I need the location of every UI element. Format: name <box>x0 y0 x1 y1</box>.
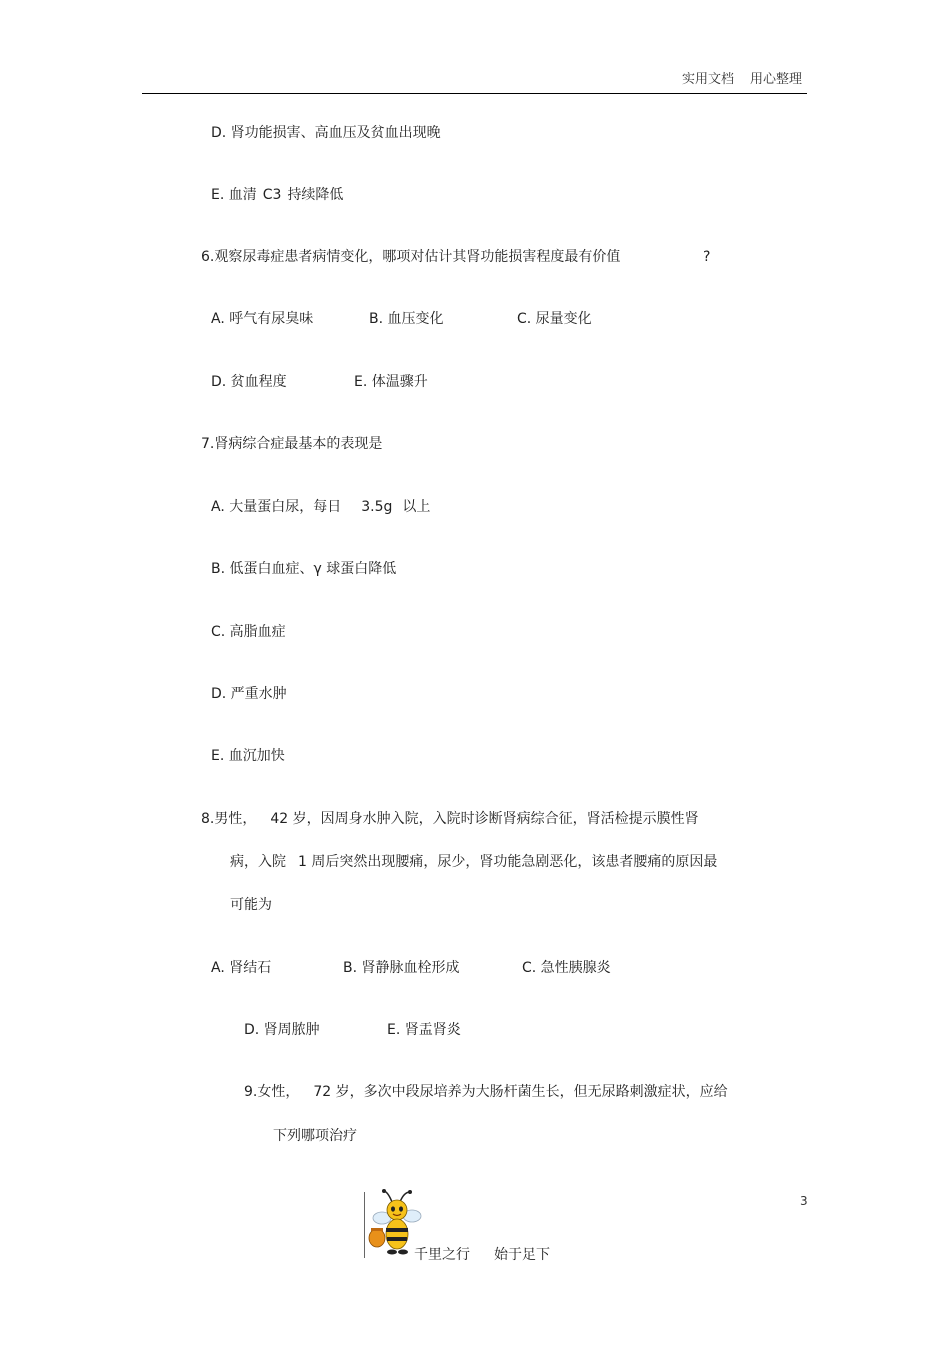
q6-option-c: C. 尿量变化 <box>517 311 592 327</box>
q7-option-a-prefix: A. 大量蛋白尿，每日 <box>211 499 342 515</box>
q8-stem-line-3: 可能为 <box>230 897 272 913</box>
q6-option-e: E. 体温骤升 <box>354 374 428 390</box>
q7-option-e: E. 血沉加快 <box>211 748 285 764</box>
q8-stem-line-1-body: 42 岁，因周身水肿入院，入院时诊断肾病综合征，肾活检提示膜性肾 <box>270 811 699 827</box>
q8-option-d: D. 肾周脓肿 <box>244 1022 320 1038</box>
q7-option-b: B. 低蛋白血症、γ 球蛋白降低 <box>211 561 397 577</box>
q6-option-d: D. 贫血程度 <box>211 374 287 390</box>
q8-stem-line-1-prefix: 8.男性， <box>201 811 257 827</box>
q6-option-a: A. 呼气有尿臭味 <box>211 311 314 327</box>
q7-option-a-value: 3.5g <box>361 499 393 515</box>
q9-stem-line-1 <box>244 1085 728 1099</box>
q9-stem-line-1-body: 72 岁，多次中段尿培养为大肠杆菌生长，但无尿路刺激症状，应给 <box>313 1084 728 1100</box>
q5-option-e-suffix: 持续降低 <box>287 187 344 203</box>
q8-stem-line-2-prefix: 病，入院 <box>230 854 286 870</box>
q9-stem-line-1-prefix: 9.女性， <box>244 1084 300 1100</box>
q8-stem-line-2 <box>230 855 717 869</box>
header-rule <box>142 93 807 94</box>
q7-stem: 7.肾病综合症最基本的表现是 <box>201 436 383 452</box>
q7-option-c: C. 高脂血症 <box>211 624 286 640</box>
q5-option-d: D. 肾功能损害、高血压及贫血出现晚 <box>211 125 441 141</box>
footer-motto-left: 千里之行 <box>414 1247 470 1263</box>
header-right-text: 用心整理 <box>750 72 803 87</box>
q8-stem-line-1 <box>201 812 699 826</box>
q6-question-mark: ? <box>703 249 711 265</box>
page-number: 3 <box>800 1194 808 1208</box>
q7-option-a-suffix: 以上 <box>402 499 431 515</box>
header-left-text: 实用文档 <box>682 72 735 87</box>
q7-option-a <box>211 500 430 514</box>
q8-option-a: A. 肾结石 <box>211 960 272 976</box>
q8-option-b: B. 肾静脉血栓形成 <box>343 960 460 976</box>
q8-option-e: E. 肾盂肾炎 <box>387 1022 461 1038</box>
q9-stem-line-2: 下列哪项治疗 <box>273 1128 357 1144</box>
footer-divider <box>364 1192 365 1258</box>
q8-option-c: C. 急性胰腺炎 <box>522 960 611 976</box>
q7-option-d: D. 严重水肿 <box>211 686 287 702</box>
q5-option-e-prefix: E. 血清 <box>211 187 257 203</box>
q6-option-b: B. 血压变化 <box>369 311 444 327</box>
q5-option-e-c3: C3 <box>262 187 282 203</box>
footer-motto-right: 始于足下 <box>494 1247 550 1263</box>
q8-stem-line-2-body: 1 周后突然出现腰痛，尿少，肾功能急剧恶化，该患者腰痛的原因最 <box>298 854 718 870</box>
q6-stem: 6.观察尿毒症患者病情变化，哪项对估计其肾功能损害程度最有价值 <box>201 249 621 265</box>
q5-option-e <box>211 188 343 202</box>
